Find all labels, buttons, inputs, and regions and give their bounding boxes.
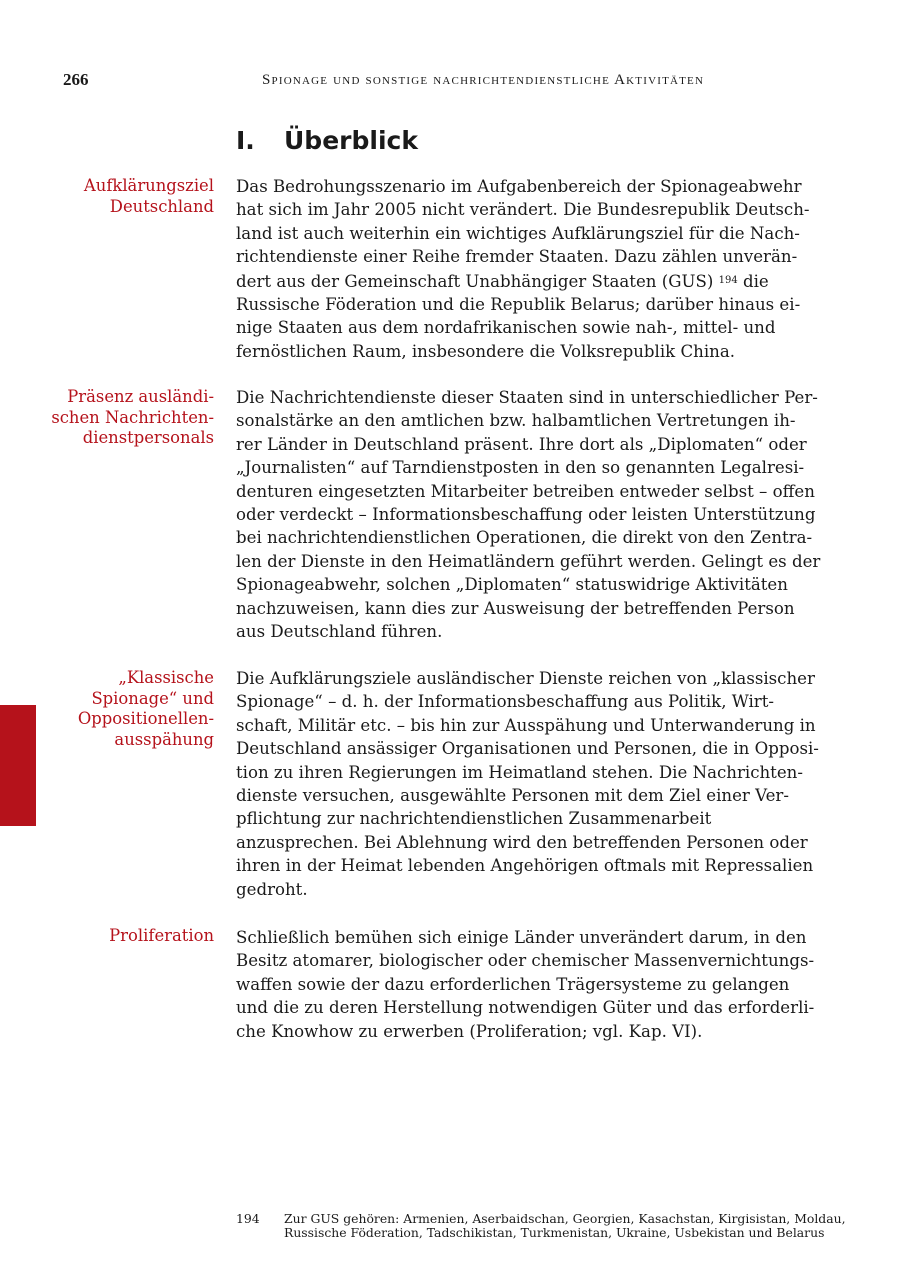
text-line: Die Nachrichtendienste dieser Staaten sind in unterschiedlicher Per- (236, 388, 818, 407)
footnote-line: Zur GUS gehören: Armenien, Aserbaidschan, Georgien, Kasachstan, Kirgisistan, Moldau, (284, 1211, 846, 1226)
text-line: rer Länder in Deutschland präsent. Ihre dort als „Diplomaten“ oder (236, 434, 807, 454)
margin-note-line: Oppositionellen- (77, 709, 214, 729)
section-title-text: Überblick (284, 126, 418, 155)
text-line: „Journalisten“ auf Tarndienstposten in den so genannten Legalresi- (236, 458, 805, 478)
text-line: bei nachrichtendienstlichen Operationen, die direkt von den Zentra- (236, 528, 813, 548)
running-head: Spionage und sonstige nachrichtendienstliche Aktivitäten (262, 72, 705, 88)
margin-note-line: schen Nachrichten- (51, 407, 214, 427)
footnote-line: Russische Föderation, Tadschikistan, Turkmenistan, Ukraine, Usbekistan und Belarus (284, 1225, 825, 1241)
page-number: 266 (63, 70, 89, 89)
chapter-tab-marker (0, 705, 36, 826)
margin-note-line: dienstpersonals (82, 428, 214, 448)
margin-note-line: Aufklärungsziel (83, 176, 214, 195)
text-line: und die zu deren Herstellung notwendigen Güter und das erforderli- (236, 998, 815, 1018)
paragraph-klassische-spionage (236, 667, 819, 901)
text-line: tion zu ihren Regierungen im Heimatland stehen. Die Nachrichten- (236, 762, 803, 782)
text-line: denturen eingesetzten Mitarbeiter betreiben entweder selbst – offen (236, 481, 815, 501)
margin-note-line: „Klassische (118, 668, 214, 687)
text-line: Russische Föderation und die Republik Belarus; darüber hinaus ei- (236, 295, 801, 315)
margin-note-line: Deutschland (109, 196, 214, 216)
text-line: dienste versuchen, ausgewählte Personen mit dem Ziel einer Ver- (236, 786, 789, 806)
footnote-number: 194 (236, 1211, 260, 1226)
text-line: sonalstärke an den amtlichen bzw. halbamtlichen Vertretungen ih- (236, 411, 796, 431)
text-line: Deutschland ansässiger Organisationen und Personen, die in Opposi- (236, 739, 819, 759)
text-line: anzusprechen. Bei Ablehnung wird den betreffenden Personen oder (236, 832, 808, 852)
text-line: Spionageabwehr, solchen „Diplomaten“ statuswidrige Aktivitäten (236, 575, 788, 595)
footnote-reference[interactable]: 194 (718, 274, 738, 286)
margin-note-line: Proliferation (109, 926, 214, 945)
text-fragment: die (737, 271, 769, 291)
text-line: richtendienste einer Reihe fremder Staaten. Dazu zählen unverän- (236, 247, 798, 267)
text-line (236, 269, 816, 293)
paragraph-aufklaerungsziel (236, 175, 816, 363)
text-line: oder verdeckt – Informationsbeschaffung oder leisten Unterstützung (236, 505, 816, 525)
text-line: Spionage“ – d. h. der Informationsbeschaffung aus Politik, Wirt- (236, 692, 775, 712)
text-line: nachzuweisen, kann dies zur Ausweisung der betreffenden Person (236, 598, 795, 618)
text-line: gedroht. (236, 879, 308, 899)
text-line: len der Dienste in den Heimatländern geführt werden. Gelingt es der (236, 551, 821, 571)
text-line: waffen sowie der dazu erforderlichen Trägersysteme zu gelangen (236, 974, 790, 994)
paragraph-proliferation (236, 926, 816, 1043)
margin-note-proliferation (44, 926, 214, 947)
paragraph-praesenz (236, 386, 821, 643)
footnote-text (284, 1211, 846, 1241)
text-line: aus Deutschland führen. (236, 622, 443, 642)
text-line: pflichtung zur nachrichtendienstlichen Zusammenarbeit (236, 809, 712, 829)
text-line: fernöstlichen Raum, insbesondere die Volksrepublik China. (236, 341, 736, 361)
margin-note-aufklaerungsziel (44, 176, 214, 217)
margin-note-line: Spionage“ und (91, 688, 214, 708)
text-fragment: dert aus der Gemeinschaft Unabhängiger Staaten (GUS) (236, 271, 714, 291)
text-line: hat sich im Jahr 2005 nicht verändert. Die Bundesrepublik Deutsch- (236, 200, 810, 220)
text-line: Die Aufklärungsziele ausländischer Dienste reichen von „klassischer (236, 669, 815, 688)
text-line: ihren in der Heimat lebenden Angehörigen oftmals mit Repressalien (236, 856, 814, 876)
text-line: Besitz atomarer, biologischer oder chemischer Massenvernichtungs- (236, 951, 815, 971)
text-line: land ist auch weiterhin ein wichtiges Aufklärungsziel für die Nach- (236, 223, 800, 243)
section-number: I. (236, 126, 255, 155)
margin-note-line: ausspähung (114, 729, 214, 749)
margin-note-line: Präsenz ausländi- (67, 387, 214, 406)
section-title (236, 126, 418, 155)
text-line: che Knowhow zu erwerben (Proliferation; vgl. Kap. VI). (236, 1021, 703, 1041)
margin-note-praesenz (44, 387, 214, 449)
text-line: schaft, Militär etc. – bis hin zur Ausspähung und Unterwanderung in (236, 715, 816, 735)
text-line: Das Bedrohungsszenario im Aufgabenbereich der Spionageabwehr (236, 177, 802, 196)
text-line: nige Staaten aus dem nordafrikanischen sowie nah-, mittel- und (236, 318, 776, 338)
text-line: Schließlich bemühen sich einige Länder unverändert darum, in den (236, 928, 807, 947)
margin-note-klassische-spionage (44, 668, 214, 750)
